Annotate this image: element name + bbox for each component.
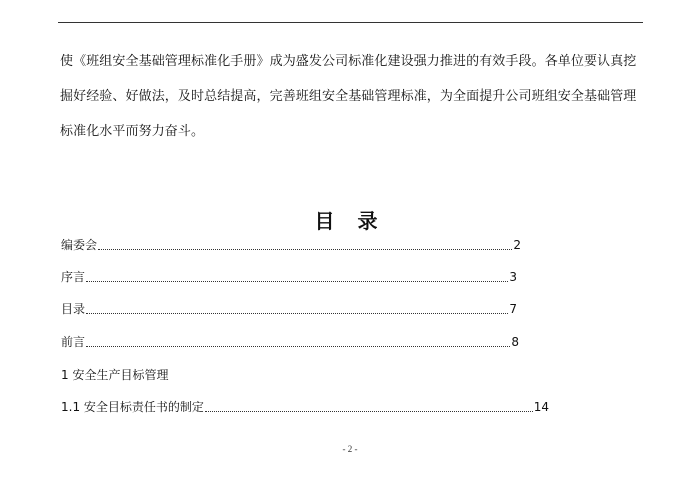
toc-entry-label: 序言	[61, 270, 86, 284]
toc-leader-dots	[86, 313, 508, 314]
intro-paragraph	[60, 44, 644, 149]
toc-entry-editorial-board[interactable]	[61, 236, 521, 254]
toc-entry-page: 14	[533, 400, 549, 414]
toc-entry-page: 8	[511, 335, 519, 349]
toc-leader-dots	[86, 281, 508, 282]
toc-entry-page: 2	[513, 238, 521, 252]
toc-entry-page: 7	[509, 302, 517, 316]
toc-section-heading[interactable]	[61, 366, 168, 384]
toc-entry-page: 3	[509, 270, 517, 284]
toc-entry-target-responsibility[interactable]	[61, 398, 549, 416]
intro-line: 掘好经验、好做法，及时总结提高，完善班组安全基础管理标准，为全面提升公司班组安全基础管理	[60, 89, 637, 104]
toc-entry-label: 1.1 安全目标责任书的制定	[61, 400, 204, 414]
page-number: - 2 -	[342, 444, 358, 454]
toc-entry-contents[interactable]	[61, 300, 517, 318]
toc-leader-dots	[98, 249, 512, 250]
toc-leader-dots	[86, 346, 510, 347]
intro-line: 使《班组安全基础管理标准化手册》成为盛发公司标准化建设强力推进的有效手段。各单位要认真挖	[60, 54, 637, 69]
toc-entry-label: 编委会	[61, 238, 98, 252]
toc-entry-label: 前言	[61, 335, 86, 349]
toc-title: 目 录	[314, 209, 386, 233]
toc-leader-dots	[205, 411, 533, 412]
toc-entry-label: 1 安全生产目标管理	[61, 368, 169, 382]
header-rule	[58, 22, 643, 23]
toc-entry-preface[interactable]	[61, 268, 517, 286]
toc-entry-foreword[interactable]	[61, 333, 519, 351]
intro-line: 标准化水平而努力奋斗。	[60, 124, 205, 139]
toc-entry-label: 目录	[61, 302, 86, 316]
